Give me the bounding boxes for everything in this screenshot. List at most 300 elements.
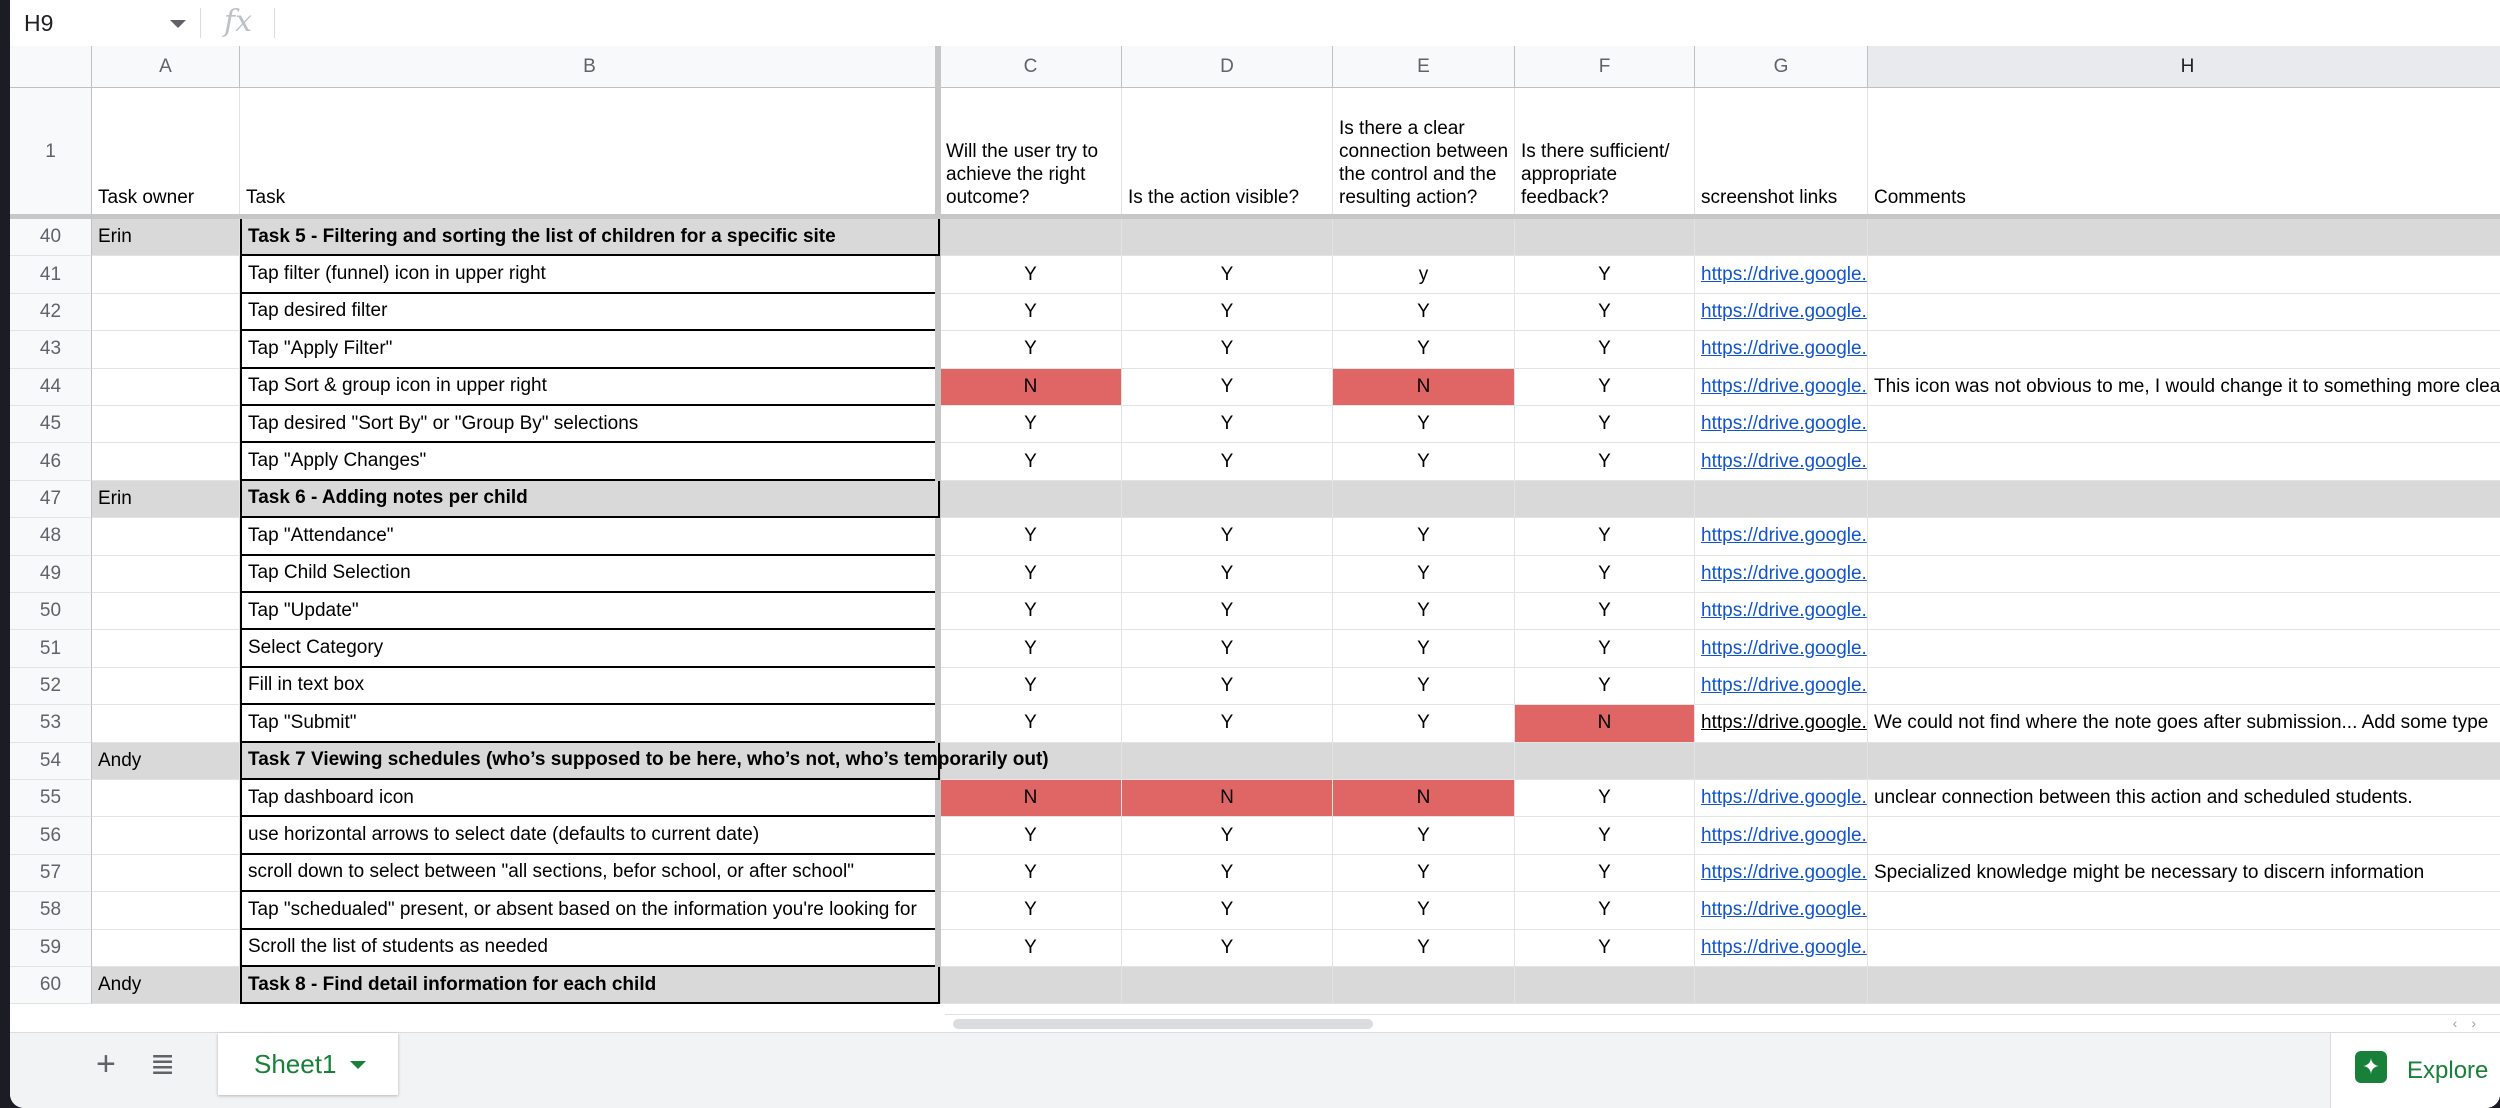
rating-value: Y xyxy=(1024,525,1037,547)
rating-cell-c[interactable] xyxy=(940,630,1122,667)
comment-cell[interactable] xyxy=(1868,294,2500,331)
row-header[interactable] xyxy=(10,294,92,331)
rating-cell-d[interactable] xyxy=(1122,892,1333,929)
rating-cell-c[interactable] xyxy=(940,817,1122,854)
row-header[interactable] xyxy=(10,705,92,742)
chevron-down-icon[interactable] xyxy=(170,20,186,28)
task-owner-cell[interactable] xyxy=(92,518,240,555)
row-header[interactable] xyxy=(10,817,92,854)
comment-text: Specialized knowledge might be necessary to discern information xyxy=(1874,861,2425,883)
task-row-cell-h[interactable] xyxy=(1868,219,2500,256)
task-title-text: Task 6 - Adding notes per child xyxy=(248,487,528,509)
row-header[interactable] xyxy=(10,219,92,256)
rating-cell-d[interactable] xyxy=(1122,369,1333,406)
row-header[interactable] xyxy=(10,518,92,555)
rating-cell-f[interactable] xyxy=(1515,930,1695,967)
rating-value: Y xyxy=(1220,600,1234,622)
rating-cell-d[interactable] xyxy=(1122,668,1333,705)
rating-cell-c[interactable] xyxy=(940,705,1122,742)
task-step-cell[interactable] xyxy=(240,892,940,929)
screenshot-link[interactable]: https://drive.google. xyxy=(1701,338,1867,360)
comment-cell[interactable] xyxy=(1868,369,2500,406)
screenshot-link-cell[interactable] xyxy=(1695,443,1868,480)
screenshot-link[interactable]: https://drive.google. xyxy=(1701,712,1867,734)
task-step-cell[interactable] xyxy=(240,331,940,368)
comment-cell[interactable] xyxy=(1868,930,2500,967)
fx-icon: fx xyxy=(224,4,253,39)
rating-cell-f[interactable] xyxy=(1515,556,1695,593)
rating-value: N xyxy=(1023,375,1038,397)
screenshot-link-cell[interactable] xyxy=(1695,556,1868,593)
task-row-cell-d[interactable] xyxy=(1122,743,1333,780)
name-box[interactable] xyxy=(10,0,190,46)
add-sheet-icon[interactable]: + xyxy=(96,1045,116,1083)
screenshot-link-cell[interactable] xyxy=(1695,630,1868,667)
comment-cell[interactable] xyxy=(1868,630,2500,667)
name-box-value: H9 xyxy=(24,9,54,36)
task-owner-cell[interactable] xyxy=(92,331,240,368)
screenshot-link[interactable]: https://drive.google. xyxy=(1701,375,1867,397)
row-header[interactable] xyxy=(10,481,92,518)
rating-cell-c[interactable] xyxy=(940,331,1122,368)
rating-cell-c[interactable] xyxy=(940,369,1122,406)
task-owner-cell[interactable] xyxy=(92,705,240,742)
row-number: 56 xyxy=(39,824,62,846)
rating-cell-e[interactable] xyxy=(1333,331,1515,368)
rating-value: Y xyxy=(1024,712,1037,734)
task-owner-cell[interactable] xyxy=(92,892,240,929)
screenshot-link[interactable]: https://drive.google. xyxy=(1701,936,1867,958)
screenshot-link[interactable]: https://drive.google. xyxy=(1701,787,1867,809)
task-step-cell[interactable] xyxy=(240,780,940,817)
scrollbar-thumb[interactable] xyxy=(953,1019,1373,1029)
rating-cell-d[interactable] xyxy=(1122,855,1333,892)
row-number: 47 xyxy=(39,487,62,509)
row-header[interactable] xyxy=(10,369,92,406)
rating-value: Y xyxy=(1417,637,1430,659)
task-owner-cell[interactable] xyxy=(92,294,240,331)
screenshot-link[interactable]: https://drive.google. xyxy=(1701,824,1867,846)
comment-cell[interactable] xyxy=(1868,855,2500,892)
comment-cell[interactable] xyxy=(1868,817,2500,854)
rating-cell-c[interactable] xyxy=(940,780,1122,817)
explore-label: Explore xyxy=(2407,1057,2489,1084)
row-number: 53 xyxy=(39,712,62,734)
rating-cell-f[interactable] xyxy=(1515,780,1695,817)
screenshot-link[interactable]: https://drive.google. xyxy=(1701,899,1867,921)
task-row-cell-g[interactable] xyxy=(1695,219,1868,256)
row-header[interactable] xyxy=(10,892,92,929)
chevron-down-icon[interactable] xyxy=(350,1061,366,1069)
row-number: 46 xyxy=(39,450,62,472)
task-row-cell-g[interactable] xyxy=(1695,481,1868,518)
task-owner-cell[interactable] xyxy=(92,593,240,630)
rating-value: Y xyxy=(1220,450,1234,472)
column-header-g[interactable] xyxy=(1695,46,1868,88)
task-step-cell[interactable] xyxy=(240,556,940,593)
task-row-cell-h[interactable] xyxy=(1868,743,2500,780)
screenshot-link-cell[interactable] xyxy=(1695,780,1868,817)
task-owner-text: Erin xyxy=(98,487,132,509)
rating-cell-f[interactable] xyxy=(1515,668,1695,705)
task-owner-cell[interactable] xyxy=(92,219,240,256)
row-header[interactable] xyxy=(10,930,92,967)
rating-cell-d[interactable] xyxy=(1122,406,1333,443)
screenshot-link-cell[interactable] xyxy=(1695,855,1868,892)
rating-cell-c[interactable] xyxy=(940,256,1122,293)
rating-cell-f[interactable] xyxy=(1515,331,1695,368)
select-all-corner[interactable] xyxy=(10,46,92,88)
comment-cell[interactable] xyxy=(1868,780,2500,817)
rating-value: N xyxy=(1416,375,1431,397)
rating-cell-f[interactable] xyxy=(1515,443,1695,480)
task-row-cell-e[interactable] xyxy=(1333,967,1515,1004)
rating-value: Y xyxy=(1417,936,1430,958)
rating-cell-f[interactable] xyxy=(1515,593,1695,630)
row-header[interactable] xyxy=(10,668,92,705)
rating-cell-e[interactable] xyxy=(1333,406,1515,443)
task-step-cell[interactable] xyxy=(240,294,940,331)
task-step-cell[interactable] xyxy=(240,817,940,854)
task-row-cell-f[interactable] xyxy=(1515,967,1695,1004)
rating-cell-c[interactable] xyxy=(940,518,1122,555)
rating-cell-f[interactable] xyxy=(1515,406,1695,443)
rating-value: Y xyxy=(1220,300,1234,322)
frozen-column-divider[interactable] xyxy=(935,46,941,1004)
screenshot-link[interactable]: https://drive.google. xyxy=(1701,861,1867,883)
task-row-cell-c[interactable] xyxy=(940,967,1122,1004)
task-step-text: scroll down to select between "all sections, befor school, or after school" xyxy=(248,861,854,883)
rating-cell-e[interactable] xyxy=(1333,892,1515,929)
rating-value: N xyxy=(1416,787,1431,809)
task-step-text: use horizontal arrows to select date (defaults to current date) xyxy=(248,824,760,846)
task-row-cell-c[interactable] xyxy=(940,481,1122,518)
screenshot-link[interactable]: https://drive.google. xyxy=(1701,263,1867,285)
row-header[interactable] xyxy=(10,256,92,293)
rating-value: Y xyxy=(1220,899,1234,921)
screenshot-link-cell[interactable] xyxy=(1695,369,1868,406)
screenshot-link[interactable]: https://drive.google. xyxy=(1701,600,1867,622)
rating-cell-d[interactable] xyxy=(1122,443,1333,480)
rating-value: Y xyxy=(1598,375,1611,397)
row-header[interactable] xyxy=(10,593,92,630)
task-row-cell-e[interactable] xyxy=(1333,219,1515,256)
task-step-cell[interactable] xyxy=(240,518,940,555)
rating-cell-f[interactable] xyxy=(1515,817,1695,854)
row-header[interactable] xyxy=(10,855,92,892)
screenshot-link-cell[interactable] xyxy=(1695,892,1868,929)
task-title-cell[interactable] xyxy=(240,219,940,256)
task-owner-cell[interactable] xyxy=(92,967,240,1004)
row-number: 58 xyxy=(39,899,62,921)
task-step-text: Fill in text box xyxy=(248,674,365,696)
rating-cell-d[interactable] xyxy=(1122,256,1333,293)
task-owner-cell[interactable] xyxy=(92,930,240,967)
screenshot-link-cell[interactable] xyxy=(1695,331,1868,368)
rating-cell-c[interactable] xyxy=(940,443,1122,480)
header-cell-text: Task owner xyxy=(98,187,195,208)
rating-cell-e[interactable] xyxy=(1333,855,1515,892)
task-step-cell[interactable] xyxy=(240,256,940,293)
rating-cell-f[interactable] xyxy=(1515,855,1695,892)
task-owner-cell[interactable] xyxy=(92,630,240,667)
task-step-text: Tap Sort & group icon in upper right xyxy=(248,375,547,397)
rating-value: Y xyxy=(1417,824,1430,846)
screenshot-link[interactable]: https://drive.google. xyxy=(1701,525,1867,547)
header-cell-a[interactable] xyxy=(92,88,240,216)
task-step-cell[interactable] xyxy=(240,406,940,443)
rating-cell-d[interactable] xyxy=(1122,630,1333,667)
scroll-arrows-icon[interactable]: ‹› xyxy=(2452,1015,2490,1031)
task-step-cell[interactable] xyxy=(240,930,940,967)
rating-cell-e[interactable] xyxy=(1333,294,1515,331)
rating-value: Y xyxy=(1598,338,1611,360)
rating-value: Y xyxy=(1598,525,1611,547)
screenshot-link-cell[interactable] xyxy=(1695,705,1868,742)
column-header-b[interactable] xyxy=(240,46,940,88)
row-header[interactable] xyxy=(10,406,92,443)
row-header[interactable] xyxy=(10,443,92,480)
rating-cell-e[interactable] xyxy=(1333,443,1515,480)
task-row-cell-g[interactable] xyxy=(1695,967,1868,1004)
rating-cell-e[interactable] xyxy=(1333,817,1515,854)
rating-cell-d[interactable] xyxy=(1122,817,1333,854)
rating-cell-f[interactable] xyxy=(1515,892,1695,929)
header-cell-text: Is there a clear connection between the control and the resulting action? xyxy=(1339,118,1509,208)
rating-cell-c[interactable] xyxy=(940,855,1122,892)
screenshot-link[interactable]: https://drive.google. xyxy=(1701,450,1867,472)
rating-cell-e[interactable] xyxy=(1333,593,1515,630)
task-step-text: Scroll the list of students as needed xyxy=(248,936,548,958)
rating-cell-c[interactable] xyxy=(940,294,1122,331)
rating-value: Y xyxy=(1417,525,1430,547)
rating-cell-e[interactable] xyxy=(1333,630,1515,667)
task-step-cell[interactable] xyxy=(240,668,940,705)
task-owner-cell[interactable] xyxy=(92,443,240,480)
rating-cell-f[interactable] xyxy=(1515,294,1695,331)
rating-cell-c[interactable] xyxy=(940,668,1122,705)
task-owner-cell[interactable] xyxy=(92,406,240,443)
task-title-cell[interactable] xyxy=(240,967,940,1004)
comment-cell[interactable] xyxy=(1868,556,2500,593)
rating-cell-f[interactable] xyxy=(1515,705,1695,742)
rating-value: Y xyxy=(1598,413,1611,435)
row-header[interactable] xyxy=(10,780,92,817)
rating-value: Y xyxy=(1220,712,1234,734)
row-number: 44 xyxy=(39,375,62,397)
rating-value: Y xyxy=(1598,562,1611,584)
rating-cell-f[interactable] xyxy=(1515,630,1695,667)
rating-value: Y xyxy=(1220,413,1234,435)
comment-cell[interactable] xyxy=(1868,406,2500,443)
task-step-cell[interactable] xyxy=(240,855,940,892)
task-row-cell-f[interactable] xyxy=(1515,481,1695,518)
task-owner-cell[interactable] xyxy=(92,556,240,593)
row-number: 49 xyxy=(39,562,62,584)
explore-button[interactable] xyxy=(2330,1033,2500,1108)
sheet-tab-label: Sheet1 xyxy=(254,1048,337,1079)
rating-cell-d[interactable] xyxy=(1122,331,1333,368)
column-header-h[interactable] xyxy=(1868,46,2500,88)
screenshot-link-cell[interactable] xyxy=(1695,593,1868,630)
task-row-cell-d[interactable] xyxy=(1122,219,1333,256)
rating-cell-f[interactable] xyxy=(1515,369,1695,406)
row-number: 41 xyxy=(39,263,62,285)
task-step-cell[interactable] xyxy=(240,705,940,742)
rating-cell-e[interactable] xyxy=(1333,256,1515,293)
task-row-cell-d[interactable] xyxy=(1122,967,1333,1004)
header-cell-e[interactable] xyxy=(1333,88,1515,216)
all-sheets-icon[interactable]: ≣ xyxy=(150,1048,176,1081)
task-row-cell-e[interactable] xyxy=(1333,743,1515,780)
screenshot-link-cell[interactable] xyxy=(1695,256,1868,293)
comment-cell[interactable] xyxy=(1868,331,2500,368)
task-row-cell-d[interactable] xyxy=(1122,481,1333,518)
rating-cell-f[interactable] xyxy=(1515,518,1695,555)
rating-cell-c[interactable] xyxy=(940,406,1122,443)
task-step-text: Tap "Apply Filter" xyxy=(248,337,393,359)
rating-cell-e[interactable] xyxy=(1333,556,1515,593)
task-owner-cell[interactable] xyxy=(92,743,240,780)
sheet-tab[interactable] xyxy=(218,1033,398,1095)
task-step-cell[interactable] xyxy=(240,593,940,630)
rating-value: Y xyxy=(1598,674,1611,696)
divider xyxy=(274,8,275,38)
task-title-text: Task 7 Viewing schedules (who’s supposed to be here, who’s not, who’s temporarily out) xyxy=(248,749,1049,771)
rating-cell-d[interactable] xyxy=(1122,556,1333,593)
task-owner-cell[interactable] xyxy=(92,256,240,293)
rating-value: Y xyxy=(1024,824,1037,846)
comment-cell[interactable] xyxy=(1868,256,2500,293)
column-header-d[interactable] xyxy=(1122,46,1333,88)
rating-cell-d[interactable] xyxy=(1122,780,1333,817)
rating-cell-c[interactable] xyxy=(940,593,1122,630)
task-owner-cell[interactable] xyxy=(92,481,240,518)
rating-value: Y xyxy=(1220,637,1234,659)
row-header[interactable] xyxy=(10,743,92,780)
screenshot-link-cell[interactable] xyxy=(1695,294,1868,331)
rating-cell-f[interactable] xyxy=(1515,256,1695,293)
task-row-cell-g[interactable] xyxy=(1695,743,1868,780)
task-owner-cell[interactable] xyxy=(92,817,240,854)
column-header-a[interactable] xyxy=(92,46,240,88)
task-step-cell[interactable] xyxy=(240,630,940,667)
screenshot-link[interactable]: https://drive.google. xyxy=(1701,637,1867,659)
task-owner-text: Erin xyxy=(98,226,132,248)
screenshot-link-cell[interactable] xyxy=(1695,930,1868,967)
rating-value: N xyxy=(1597,712,1612,734)
rating-cell-d[interactable] xyxy=(1122,930,1333,967)
row-header[interactable] xyxy=(10,331,92,368)
explore-icon: ✦ xyxy=(2355,1051,2387,1083)
screenshot-link[interactable]: https://drive.google. xyxy=(1701,300,1867,322)
header-cell-c[interactable] xyxy=(940,88,1122,216)
row-header[interactable] xyxy=(10,88,92,216)
rating-cell-e[interactable] xyxy=(1333,705,1515,742)
task-step-cell[interactable] xyxy=(240,443,940,480)
task-row-cell-c[interactable] xyxy=(940,219,1122,256)
row-header[interactable] xyxy=(10,967,92,1004)
rating-cell-e[interactable] xyxy=(1333,668,1515,705)
header-cell-h[interactable] xyxy=(1868,88,2500,216)
task-title-cell[interactable] xyxy=(240,481,940,518)
rating-value: Y xyxy=(1024,936,1037,958)
task-step-cell[interactable] xyxy=(240,369,940,406)
rating-cell-d[interactable] xyxy=(1122,294,1333,331)
rating-value: Y xyxy=(1220,525,1234,547)
screenshot-link-cell[interactable] xyxy=(1695,518,1868,555)
task-step-text: Tap filter (funnel) icon in upper right xyxy=(248,263,546,285)
task-owner-cell[interactable] xyxy=(92,668,240,705)
column-header-label: H xyxy=(2180,55,2195,77)
task-owner-cell[interactable] xyxy=(92,855,240,892)
rating-value: Y xyxy=(1220,338,1234,360)
screenshot-link-cell[interactable] xyxy=(1695,406,1868,443)
task-owner-cell[interactable] xyxy=(92,780,240,817)
task-row-cell-h[interactable] xyxy=(1868,481,2500,518)
rating-value: Y xyxy=(1024,450,1037,472)
screenshot-link-cell[interactable] xyxy=(1695,817,1868,854)
column-header-c[interactable] xyxy=(940,46,1122,88)
rating-cell-c[interactable] xyxy=(940,556,1122,593)
rating-value: Y xyxy=(1417,712,1430,734)
rating-cell-e[interactable] xyxy=(1333,518,1515,555)
rating-cell-c[interactable] xyxy=(940,930,1122,967)
rating-cell-d[interactable] xyxy=(1122,518,1333,555)
horizontal-scrollbar[interactable] xyxy=(945,1014,2500,1033)
row-header[interactable] xyxy=(10,556,92,593)
rating-value: Y xyxy=(1417,338,1430,360)
row-header[interactable] xyxy=(10,630,92,667)
column-header-e[interactable] xyxy=(1333,46,1515,88)
comment-cell[interactable] xyxy=(1868,443,2500,480)
task-row-cell-f[interactable] xyxy=(1515,219,1695,256)
rating-value: Y xyxy=(1220,562,1234,584)
rating-cell-e[interactable] xyxy=(1333,780,1515,817)
rating-cell-e[interactable] xyxy=(1333,930,1515,967)
task-row-cell-e[interactable] xyxy=(1333,481,1515,518)
comment-cell[interactable] xyxy=(1868,705,2500,742)
row-number: 55 xyxy=(39,787,62,809)
header-cell-f[interactable] xyxy=(1515,88,1695,216)
task-row-cell-h[interactable] xyxy=(1868,967,2500,1004)
rating-value: Y xyxy=(1024,600,1037,622)
screenshot-link[interactable]: https://drive.google. xyxy=(1701,562,1867,584)
comment-cell[interactable] xyxy=(1868,593,2500,630)
task-owner-cell[interactable] xyxy=(92,369,240,406)
task-title-cell[interactable] xyxy=(240,743,1049,780)
header-cell-b[interactable] xyxy=(240,88,940,216)
rating-cell-d[interactable] xyxy=(1122,705,1333,742)
screenshot-link-cell[interactable] xyxy=(1695,668,1868,705)
column-header-f[interactable] xyxy=(1515,46,1695,88)
screenshot-link[interactable]: https://drive.google. xyxy=(1701,674,1867,696)
rating-cell-d[interactable] xyxy=(1122,593,1333,630)
comment-cell[interactable] xyxy=(1868,518,2500,555)
comment-cell[interactable] xyxy=(1868,668,2500,705)
header-cell-d[interactable] xyxy=(1122,88,1333,216)
divider xyxy=(200,8,201,38)
header-cell-g[interactable] xyxy=(1695,88,1868,216)
rating-cell-e[interactable] xyxy=(1333,369,1515,406)
rating-cell-c[interactable] xyxy=(940,892,1122,929)
task-row-cell-f[interactable] xyxy=(1515,743,1695,780)
screenshot-link[interactable]: https://drive.google. xyxy=(1701,413,1867,435)
rating-value: Y xyxy=(1417,861,1430,883)
comment-cell[interactable] xyxy=(1868,892,2500,929)
header-cell-text: Is there sufficient/ appropriate feedback? xyxy=(1521,141,1670,208)
row-number: 59 xyxy=(39,936,62,958)
